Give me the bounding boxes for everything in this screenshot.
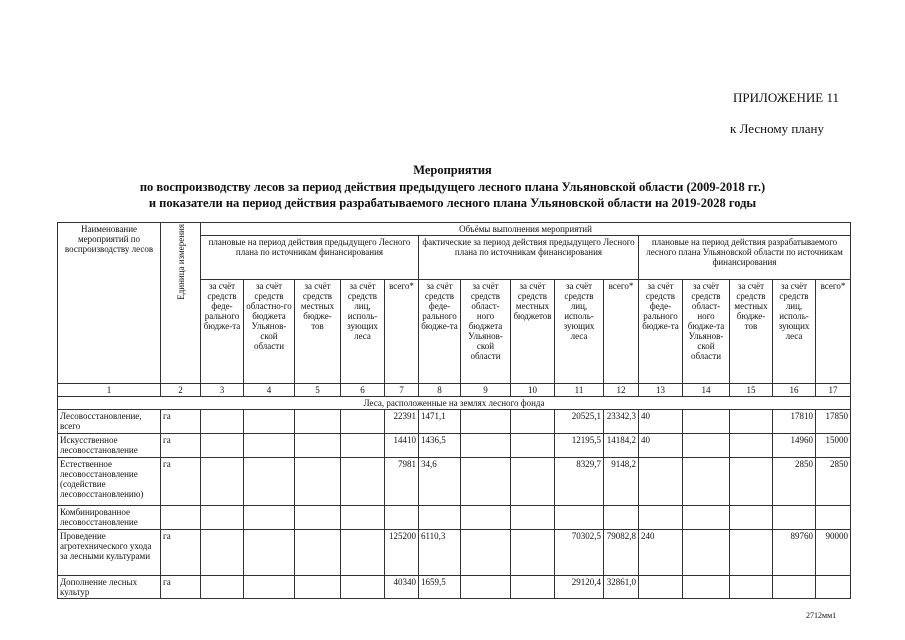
table-row xyxy=(58,506,851,530)
cell xyxy=(341,458,385,506)
cell: 2850 xyxy=(773,458,816,506)
cell xyxy=(341,434,385,458)
cell xyxy=(511,434,555,458)
cell xyxy=(341,410,385,434)
cell: 40 xyxy=(639,410,683,434)
cell: 1436,5 xyxy=(419,434,461,458)
cell xyxy=(511,506,555,530)
header-persons: за счёт средств лиц, исполь-зующих леса xyxy=(773,280,816,384)
cell xyxy=(341,576,385,599)
cell xyxy=(816,506,851,530)
table-row xyxy=(58,576,851,599)
cell xyxy=(730,434,773,458)
cell xyxy=(461,410,511,434)
row-unit: га xyxy=(161,576,201,599)
column-number: 8 xyxy=(419,384,461,397)
row-measure-name: Искусственное лесовосстановление xyxy=(58,434,161,458)
header-federal: за счёт средств феде-рального бюдже-та xyxy=(201,280,244,384)
table-row xyxy=(58,458,851,506)
header-unit xyxy=(161,223,201,384)
cell: 7981 xyxy=(385,458,419,506)
cell xyxy=(555,506,604,530)
cell xyxy=(730,530,773,576)
column-number: 9 xyxy=(461,384,511,397)
cell xyxy=(683,410,730,434)
cell xyxy=(201,458,244,506)
cell xyxy=(295,410,341,434)
column-number: 2 xyxy=(161,384,201,397)
row-unit: га xyxy=(161,530,201,576)
document-code: 2712мм1 xyxy=(806,611,837,620)
cell xyxy=(683,530,730,576)
header-planned-new: плановые на период действия разрабатываемого лесного плана Ульяновской области по источникам финансирования xyxy=(639,236,851,280)
row-measure-name: Естественное лесовосстановление (содействие лесовосстановлению) xyxy=(58,458,161,506)
row-measure-name: Дополнение лесных культур xyxy=(58,576,161,599)
cell xyxy=(244,506,295,530)
column-number: 12 xyxy=(604,384,639,397)
cell xyxy=(419,506,461,530)
cell xyxy=(683,434,730,458)
header-actual-previous: фактические за период действия предыдущего Лесного плана по источникам финансирования xyxy=(419,236,639,280)
row-unit: га xyxy=(161,410,201,434)
cell xyxy=(244,434,295,458)
column-number: 11 xyxy=(555,384,604,397)
cell xyxy=(341,506,385,530)
column-number: 13 xyxy=(639,384,683,397)
column-number: 15 xyxy=(730,384,773,397)
cell: 23342,3 xyxy=(604,410,639,434)
row-measure-name: Лесовосстановление, всего xyxy=(58,410,161,434)
cell: 125200 xyxy=(385,530,419,576)
table-row xyxy=(58,530,851,576)
column-number: 10 xyxy=(511,384,555,397)
cell xyxy=(244,410,295,434)
cell xyxy=(461,458,511,506)
cell: 1471,1 xyxy=(419,410,461,434)
row-measure-name: Комбинированное лесовосстановление xyxy=(58,506,161,530)
cell xyxy=(461,434,511,458)
cell: 34,6 xyxy=(419,458,461,506)
cell xyxy=(461,506,511,530)
header-measure-name: Наименование мероприятий по воспроизводству лесов xyxy=(58,223,161,384)
column-number: 14 xyxy=(683,384,730,397)
cell: 14410 xyxy=(385,434,419,458)
header-federal: за счёт средств феде-рального бюдже-та xyxy=(419,280,461,384)
header-federal: за счёт средств феде-рального бюдже-та xyxy=(639,280,683,384)
header-total: всего* xyxy=(385,280,419,384)
header-local: за счёт средств местных бюдже-тов xyxy=(295,280,341,384)
column-number: 4 xyxy=(244,384,295,397)
cell: 89760 xyxy=(773,530,816,576)
table-row xyxy=(58,434,851,458)
cell: 20525,1 xyxy=(555,410,604,434)
cell xyxy=(295,458,341,506)
column-number-row xyxy=(58,384,851,397)
cell xyxy=(639,458,683,506)
cell xyxy=(816,576,851,599)
appendix-subtitle: к Лесному плану xyxy=(730,121,825,136)
appendix-label: ПРИЛОЖЕНИЕ 11 xyxy=(733,90,839,105)
cell xyxy=(511,458,555,506)
header-regional: за счёт средств областно-го бюджета Ульянов-ской области xyxy=(244,280,295,384)
header-volumes: Объёмы выполнения мероприятий xyxy=(201,223,851,236)
row-measure-name: Проведение агротехнического ухода за лесными культурами xyxy=(58,530,161,576)
column-number: 7 xyxy=(385,384,419,397)
header-total: всего* xyxy=(816,280,851,384)
cell xyxy=(244,530,295,576)
header-regional: за счёт средств област-ного бюджета Ульянов-ской области xyxy=(461,280,511,384)
cell: 70302,5 xyxy=(555,530,604,576)
cell xyxy=(201,530,244,576)
cell xyxy=(511,576,555,599)
cell xyxy=(461,530,511,576)
cell: 2850 xyxy=(816,458,851,506)
cell: 32861,0 xyxy=(604,576,639,599)
cell: 8329,7 xyxy=(555,458,604,506)
cell xyxy=(295,576,341,599)
cell xyxy=(604,506,639,530)
cell: 14960 xyxy=(773,434,816,458)
measures-table xyxy=(57,222,851,599)
cell: 15000 xyxy=(816,434,851,458)
cell: 40340 xyxy=(385,576,419,599)
column-number: 3 xyxy=(201,384,244,397)
cell: 17850 xyxy=(816,410,851,434)
cell xyxy=(295,506,341,530)
cell xyxy=(639,576,683,599)
cell xyxy=(295,530,341,576)
cell: 40 xyxy=(639,434,683,458)
cell: 29120,4 xyxy=(555,576,604,599)
cell: 6110,3 xyxy=(419,530,461,576)
cell: 12195,5 xyxy=(555,434,604,458)
row-unit xyxy=(161,506,201,530)
column-number: 17 xyxy=(816,384,851,397)
cell xyxy=(244,458,295,506)
cell xyxy=(511,410,555,434)
cell xyxy=(201,410,244,434)
table-row xyxy=(58,410,851,434)
cell xyxy=(683,576,730,599)
cell: 90000 xyxy=(816,530,851,576)
cell xyxy=(244,576,295,599)
cell xyxy=(295,434,341,458)
cell: 240 xyxy=(639,530,683,576)
cell xyxy=(730,506,773,530)
cell xyxy=(683,458,730,506)
cell xyxy=(201,506,244,530)
section-title: Леса, расположенные на землях лесного фонда xyxy=(58,397,851,410)
document-title-line2: по воспроизводству лесов за период действия предыдущего лесного плана Ульяновской области (2009-2018 гг.) xyxy=(139,180,766,194)
row-unit: га xyxy=(161,434,201,458)
cell: 9148,2 xyxy=(604,458,639,506)
cell: 17810 xyxy=(773,410,816,434)
cell: 1659,5 xyxy=(419,576,461,599)
cell xyxy=(511,530,555,576)
cell xyxy=(730,410,773,434)
cell xyxy=(201,576,244,599)
column-number: 5 xyxy=(295,384,341,397)
document-title: Мероприятия xyxy=(413,163,492,177)
cell xyxy=(201,434,244,458)
cell: 79082,8 xyxy=(604,530,639,576)
cell xyxy=(730,458,773,506)
cell xyxy=(385,506,419,530)
cell xyxy=(773,506,816,530)
document-title-line3: и показатели на период действия разрабатываемого лесного плана Ульяновской области на 2019-2028 годы xyxy=(148,196,757,210)
cell xyxy=(730,576,773,599)
row-unit: га xyxy=(161,458,201,506)
cell xyxy=(773,576,816,599)
cell xyxy=(461,576,511,599)
header-local: за счёт средств местных бюджетов xyxy=(511,280,555,384)
cell: 22391 xyxy=(385,410,419,434)
header-local: за счёт средств местных бюдже-тов xyxy=(730,280,773,384)
column-number: 16 xyxy=(773,384,816,397)
header-total: всего* xyxy=(604,280,639,384)
column-number: 1 xyxy=(58,384,161,397)
cell xyxy=(683,506,730,530)
header-unit-text: Единица измерения xyxy=(175,224,186,300)
cell xyxy=(341,530,385,576)
cell xyxy=(639,506,683,530)
column-number: 6 xyxy=(341,384,385,397)
header-persons: за счёт средств лиц, исполь-зующих леса xyxy=(555,280,604,384)
header-regional: за счёт средств област-ного бюдже-та Ульянов-ской области xyxy=(683,280,730,384)
header-planned-previous: плановые на период действия предыдущего Лесного плана по источникам финансирования xyxy=(201,236,419,280)
header-persons: за счёт средств лиц, исполь-зующих леса xyxy=(341,280,385,384)
cell: 14184,2 xyxy=(604,434,639,458)
